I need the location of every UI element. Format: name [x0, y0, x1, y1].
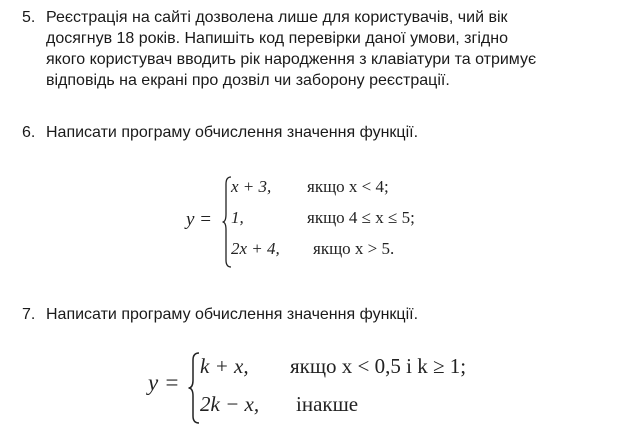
- task-text-line: досягнув 18 років. Напишіть код перевірки даної умови, згідно: [46, 30, 508, 47]
- piecewise-formula-2: [148, 348, 518, 428]
- piecewise-formula-1: [186, 172, 466, 272]
- formula-lhs: y =: [186, 209, 213, 230]
- task-5: [22, 7, 627, 91]
- case-condition: якщо x > 5.: [313, 239, 395, 258]
- case-expression: k + x,: [200, 354, 249, 378]
- task-7: [22, 304, 418, 325]
- task-text-line: якого користувач вводить рік народження з клавіатури та отримує: [46, 51, 537, 68]
- task-number: 6.: [22, 124, 36, 141]
- task-text-line: відповідь на екрані про дозвіл чи заборону реєстрації.: [46, 72, 450, 89]
- case-expression: 2x + 4,: [231, 239, 280, 258]
- case-expression: x + 3,: [231, 177, 272, 196]
- task-text: Написати програму обчислення значення функції.: [46, 124, 419, 141]
- task-number: 7.: [22, 306, 36, 323]
- task-6: [22, 122, 418, 143]
- case-condition: якщо x < 0,5 і k ≥ 1;: [290, 354, 467, 378]
- case-condition: інакше: [296, 392, 359, 416]
- task-text: Написати програму обчислення значення функції.: [46, 306, 419, 323]
- task-number: 5.: [22, 9, 36, 26]
- case-condition: якщо x < 4;: [307, 177, 389, 196]
- left-brace: [188, 352, 200, 424]
- case-condition: якщо 4 ≤ x ≤ 5;: [307, 208, 415, 227]
- formula-lhs: y =: [148, 370, 180, 395]
- case-expression: 2k − x,: [200, 392, 260, 416]
- task-text-line: Реєстрація на сайті дозволена лише для користувачів, чий вік: [46, 9, 508, 26]
- case-expression: 1,: [231, 208, 244, 227]
